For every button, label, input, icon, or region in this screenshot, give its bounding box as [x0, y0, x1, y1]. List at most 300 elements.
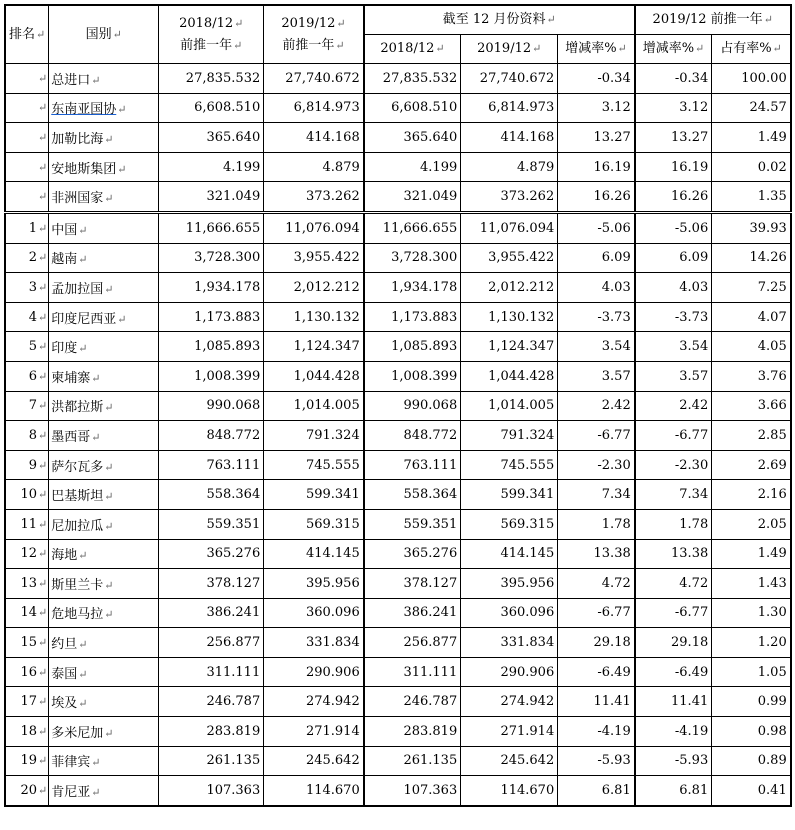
return-mark: ↵: [78, 638, 88, 652]
cell-month-2018: 1,173.883: [364, 302, 461, 332]
cell-2018-rolling: 311.111: [159, 657, 264, 687]
cell-country: 多米尼加↵: [49, 717, 159, 747]
cell-2018-rolling: 107.363: [159, 776, 264, 806]
return-mark: ↵: [104, 192, 114, 206]
cell-rolling-change: 7.34: [635, 480, 712, 510]
table-row: [5, 628, 791, 658]
cell-2018-rolling: 11,666.655: [159, 212, 264, 243]
cell-2019-rolling: 745.555: [264, 450, 364, 480]
cell-rolling-change: 4.72: [635, 569, 712, 599]
cell-2018-rolling: 990.068: [159, 391, 264, 421]
cell-rolling-share: 1.49: [712, 539, 791, 569]
cell-month-2018: 378.127: [364, 569, 461, 599]
cell-month-2019: 2,012.212: [461, 273, 558, 303]
cell-rank: 15↵: [5, 628, 49, 658]
cell-country: 斯里兰卡↵: [49, 569, 159, 599]
table-row: [5, 746, 791, 776]
return-mark: ↵: [38, 636, 48, 650]
cell-rolling-change: -6.77: [635, 421, 712, 451]
cell-2018-rolling: 261.135: [159, 746, 264, 776]
cell-month-2019: 331.834: [461, 628, 558, 658]
cell-rank: [5, 182, 49, 213]
cell-month-2018: 256.877: [364, 628, 461, 658]
cell-2019-rolling: 11,076.094: [264, 212, 364, 243]
cell-2019-rolling: 1,124.347: [264, 332, 364, 362]
return-mark: ↵: [38, 101, 48, 115]
cell-rolling-share: 2.85: [712, 421, 791, 451]
return-mark: ↵: [91, 371, 101, 385]
cell-country: 尼加拉瓜↵: [49, 509, 159, 539]
cell-month-change: 3.12: [558, 93, 635, 123]
cell-country: 泰国↵: [49, 657, 159, 687]
cell-2019-rolling: 414.145: [264, 539, 364, 569]
cell-month-2019: 274.942: [461, 687, 558, 717]
header-country: 国别↵: [49, 5, 159, 64]
cell-country: 肯尼亚↵: [49, 776, 159, 806]
cell-country: 埃及↵: [49, 687, 159, 717]
return-mark: ↵: [38, 695, 48, 709]
cell-country: 非洲国家↵: [49, 182, 159, 213]
cell-2019-rolling: 569.315: [264, 509, 364, 539]
table-row: [5, 687, 791, 717]
cell-2018-rolling: 256.877: [159, 628, 264, 658]
cell-rolling-share: 39.93: [712, 212, 791, 243]
return-mark: ↵: [38, 576, 48, 590]
cell-2019-rolling: 27,740.672: [264, 64, 364, 94]
table-row: [5, 361, 791, 391]
return-mark: ↵: [112, 27, 122, 41]
cell-rolling-change: 4.03: [635, 273, 712, 303]
cell-2018-rolling: 1,008.399: [159, 361, 264, 391]
table-body: [5, 64, 791, 806]
cell-month-2019: 245.642: [461, 746, 558, 776]
cell-month-2018: 6,608.510: [364, 93, 461, 123]
summary-row: [5, 152, 791, 182]
return-mark: ↵: [38, 310, 48, 324]
cell-month-change: 13.38: [558, 539, 635, 569]
cell-2018-rolling: 378.127: [159, 569, 264, 599]
cell-month-2018: 3,728.300: [364, 243, 461, 273]
cell-rolling-change: -5.93: [635, 746, 712, 776]
cell-2018-rolling: 1,934.178: [159, 273, 264, 303]
return-mark: ↵: [104, 282, 114, 296]
cell-2019-rolling: 271.914: [264, 717, 364, 747]
cell-month-2019: 1,124.347: [461, 332, 558, 362]
cell-rolling-share: 0.98: [712, 717, 791, 747]
cell-month-change: 3.54: [558, 332, 635, 362]
cell-country: 印度尼西亚↵: [49, 302, 159, 332]
cell-rank: 2↵: [5, 243, 49, 273]
cell-month-change: 4.72: [558, 569, 635, 599]
header-month-2019: 2019/12↵: [461, 35, 558, 64]
cell-rolling-change: 13.27: [635, 123, 712, 153]
cell-rank: 19↵: [5, 746, 49, 776]
table-row: [5, 509, 791, 539]
cell-month-2018: 386.241: [364, 598, 461, 628]
cell-rolling-share: 1.43: [712, 569, 791, 599]
cell-country: 约旦↵: [49, 628, 159, 658]
cell-2018-rolling: 321.049: [159, 182, 264, 213]
cell-month-2019: 1,014.005: [461, 391, 558, 421]
return-mark: ↵: [78, 342, 88, 356]
cell-2019-rolling: 2,012.212: [264, 273, 364, 303]
return-mark: ↵: [117, 162, 127, 176]
cell-month-2018: 1,008.399: [364, 361, 461, 391]
cell-rolling-change: 6.09: [635, 243, 712, 273]
cell-2019-rolling: 3,955.422: [264, 243, 364, 273]
cell-rank: 4↵: [5, 302, 49, 332]
cell-rank: 9↵: [5, 450, 49, 480]
cell-2019-rolling: 245.642: [264, 746, 364, 776]
cell-2019-rolling: 1,044.428: [264, 361, 364, 391]
cell-month-change: 16.26: [558, 182, 635, 213]
cell-month-2018: 4.199: [364, 152, 461, 182]
cell-2019-rolling: 791.324: [264, 421, 364, 451]
cell-2018-rolling: 365.276: [159, 539, 264, 569]
cell-rolling-share: 2.16: [712, 480, 791, 510]
cell-rolling-share: 0.89: [712, 746, 791, 776]
cell-rank: 1↵: [5, 212, 49, 243]
cell-rolling-share: 3.76: [712, 361, 791, 391]
return-mark: ↵: [91, 73, 101, 87]
cell-country: 菲律宾↵: [49, 746, 159, 776]
return-mark: ↵: [38, 606, 48, 620]
cell-month-change: 4.03: [558, 273, 635, 303]
cell-rank: [5, 64, 49, 94]
table-row: [5, 332, 791, 362]
header-month-2018: 2018/12↵: [364, 35, 461, 64]
cell-rank: 14↵: [5, 598, 49, 628]
cell-month-2018: 365.276: [364, 539, 461, 569]
cell-month-2019: 569.315: [461, 509, 558, 539]
cell-2019-rolling: 6,814.973: [264, 93, 364, 123]
cell-rolling-change: -4.19: [635, 717, 712, 747]
cell-2018-rolling: 386.241: [159, 598, 264, 628]
cell-rank: 10↵: [5, 480, 49, 510]
cell-2018-rolling: 27,835.532: [159, 64, 264, 94]
cell-rolling-change: 1.78: [635, 509, 712, 539]
return-mark: ↵: [38, 340, 48, 354]
header-group-rolling: 2019/12 前推一年↵: [635, 5, 791, 35]
cell-month-change: 13.27: [558, 123, 635, 153]
cell-2019-rolling: 360.096: [264, 598, 364, 628]
cell-rank: 7↵: [5, 391, 49, 421]
cell-month-2019: 360.096: [461, 598, 558, 628]
return-mark: ↵: [38, 160, 48, 174]
cell-month-change: -2.30: [558, 450, 635, 480]
cell-country: 墨西哥↵: [49, 421, 159, 451]
cell-month-2019: 114.670: [461, 776, 558, 806]
return-mark: ↵: [91, 430, 101, 444]
cell-rank: [5, 123, 49, 153]
return-mark: ↵: [38, 71, 48, 85]
cell-rolling-change: -2.30: [635, 450, 712, 480]
cell-rolling-change: 13.38: [635, 539, 712, 569]
cell-rolling-change: 2.42: [635, 391, 712, 421]
cell-2018-rolling: 763.111: [159, 450, 264, 480]
cell-rolling-share: 1.30: [712, 598, 791, 628]
header-2018-rolling: 2018/12↵ 前推一年↵: [159, 5, 264, 64]
cell-month-change: 11.41: [558, 687, 635, 717]
cell-2019-rolling: 373.262: [264, 182, 364, 213]
return-mark: ↵: [38, 458, 48, 472]
cell-month-2018: 1,085.893: [364, 332, 461, 362]
cell-country: 海地↵: [49, 539, 159, 569]
cell-rolling-change: -6.49: [635, 657, 712, 687]
return-mark: ↵: [117, 103, 127, 117]
return-mark: ↵: [38, 130, 48, 144]
cell-rolling-change: 3.54: [635, 332, 712, 362]
cell-rank: 12↵: [5, 539, 49, 569]
table-row: [5, 391, 791, 421]
cell-country: 越南↵: [49, 243, 159, 273]
cell-country: 孟加拉国↵: [49, 273, 159, 303]
cell-rolling-share: 1.49: [712, 123, 791, 153]
cell-2019-rolling: 1,130.132: [264, 302, 364, 332]
cell-2019-rolling: 599.341: [264, 480, 364, 510]
return-mark: ↵: [78, 549, 88, 563]
return-mark: ↵: [38, 488, 48, 502]
cell-2018-rolling: 246.787: [159, 687, 264, 717]
return-mark: ↵: [38, 190, 48, 204]
cell-2018-rolling: 4.199: [159, 152, 264, 182]
return-mark: ↵: [78, 253, 88, 267]
cell-rank: 17↵: [5, 687, 49, 717]
cell-month-2019: 745.555: [461, 450, 558, 480]
return-mark: ↵: [38, 251, 48, 265]
return-mark: ↵: [91, 786, 101, 800]
cell-rolling-share: 14.26: [712, 243, 791, 273]
cell-rolling-change: 11.41: [635, 687, 712, 717]
table-row: [5, 598, 791, 628]
cell-month-change: -5.06: [558, 212, 635, 243]
header-month-change: 增减率%↵: [558, 35, 635, 64]
cell-rolling-change: -0.34: [635, 64, 712, 94]
cell-rolling-share: 4.07: [712, 302, 791, 332]
cell-rank: 5↵: [5, 332, 49, 362]
cell-rolling-change: 16.19: [635, 152, 712, 182]
cell-month-2018: 1,934.178: [364, 273, 461, 303]
cell-rolling-change: -3.73: [635, 302, 712, 332]
cell-month-2019: 1,130.132: [461, 302, 558, 332]
return-mark: ↵: [104, 578, 114, 592]
cell-rolling-share: 1.35: [712, 182, 791, 213]
return-mark: ↵: [38, 724, 48, 738]
cell-month-change: 1.78: [558, 509, 635, 539]
return-mark: ↵: [104, 401, 114, 415]
cell-month-2019: 27,740.672: [461, 64, 558, 94]
header-2019-rolling: 2019/12↵ 前推一年↵: [264, 5, 364, 64]
summary-row: [5, 93, 791, 123]
cell-country: 柬埔寨↵: [49, 361, 159, 391]
cell-rolling-change: 3.57: [635, 361, 712, 391]
cell-month-2019: 271.914: [461, 717, 558, 747]
cell-2018-rolling: 1,085.893: [159, 332, 264, 362]
return-mark: ↵: [78, 223, 88, 237]
cell-month-change: 3.57: [558, 361, 635, 391]
cell-rolling-share: 1.20: [712, 628, 791, 658]
cell-rolling-share: 1.05: [712, 657, 791, 687]
cell-month-2018: 107.363: [364, 776, 461, 806]
table-row: [5, 717, 791, 747]
cell-rank: 16↵: [5, 657, 49, 687]
cell-month-2019: 6,814.973: [461, 93, 558, 123]
cell-rank: 13↵: [5, 569, 49, 599]
cell-month-2018: 559.351: [364, 509, 461, 539]
cell-month-2019: 3,955.422: [461, 243, 558, 273]
cell-rolling-change: 29.18: [635, 628, 712, 658]
cell-month-2018: 763.111: [364, 450, 461, 480]
cell-rolling-change: -5.06: [635, 212, 712, 243]
cell-2018-rolling: 558.364: [159, 480, 264, 510]
cell-month-change: -6.49: [558, 657, 635, 687]
return-mark: ↵: [104, 608, 114, 622]
cell-2019-rolling: 114.670: [264, 776, 364, 806]
cell-rolling-share: 0.02: [712, 152, 791, 182]
cell-month-2019: 599.341: [461, 480, 558, 510]
cell-2018-rolling: 848.772: [159, 421, 264, 451]
cell-rolling-change: 6.81: [635, 776, 712, 806]
header-rolling-change: 增减率%↵: [635, 35, 712, 64]
cell-month-2018: 365.640: [364, 123, 461, 153]
table-row: [5, 273, 791, 303]
cell-rank: [5, 93, 49, 123]
cell-rolling-share: 0.99: [712, 687, 791, 717]
return-mark: ↵: [104, 132, 114, 146]
cell-rolling-share: 24.57: [712, 93, 791, 123]
summary-row: [5, 64, 791, 94]
cell-2018-rolling: 283.819: [159, 717, 264, 747]
cell-country: 加勒比海↵: [49, 123, 159, 153]
return-mark: ↵: [38, 754, 48, 768]
cell-month-change: -3.73: [558, 302, 635, 332]
return-mark: ↵: [38, 221, 48, 235]
cell-rank: 20↵: [5, 776, 49, 806]
cell-month-2018: 27,835.532: [364, 64, 461, 94]
cell-month-change: -6.77: [558, 421, 635, 451]
cell-2018-rolling: 6,608.510: [159, 93, 264, 123]
return-mark: ↵: [91, 756, 101, 770]
cell-country: 洪都拉斯↵: [49, 391, 159, 421]
cell-month-2019: 4.879: [461, 152, 558, 182]
cell-rolling-change: 16.26: [635, 182, 712, 213]
cell-month-2019: 395.956: [461, 569, 558, 599]
cell-2019-rolling: 1,014.005: [264, 391, 364, 421]
cell-2019-rolling: 4.879: [264, 152, 364, 182]
cell-country: 印度↵: [49, 332, 159, 362]
cell-rank: 18↵: [5, 717, 49, 747]
return-mark: ↵: [36, 27, 46, 41]
return-mark: ↵: [38, 399, 48, 413]
cell-rolling-share: 0.41: [712, 776, 791, 806]
cell-month-2018: 848.772: [364, 421, 461, 451]
cell-rank: 11↵: [5, 509, 49, 539]
summary-row: [5, 123, 791, 153]
return-mark: ↵: [38, 369, 48, 383]
cell-rolling-share: 3.66: [712, 391, 791, 421]
header-rank: 排名↵: [5, 5, 49, 64]
return-mark: ↵: [38, 280, 48, 294]
cell-month-change: 6.81: [558, 776, 635, 806]
cell-month-2019: 290.906: [461, 657, 558, 687]
cell-country: 总进口↵: [49, 64, 159, 94]
cell-rank: 6↵: [5, 361, 49, 391]
return-mark: ↵: [104, 519, 114, 533]
return-mark: ↵: [104, 460, 114, 474]
return-mark: ↵: [78, 697, 88, 711]
cell-month-2018: 311.111: [364, 657, 461, 687]
cell-month-2019: 373.262: [461, 182, 558, 213]
cell-rolling-change: 3.12: [635, 93, 712, 123]
table-row: [5, 421, 791, 451]
table-row: [5, 539, 791, 569]
cell-country: 巴基斯坦↵: [49, 480, 159, 510]
cell-month-2018: 261.135: [364, 746, 461, 776]
table-row: [5, 569, 791, 599]
table-row: [5, 212, 791, 243]
return-mark: ↵: [78, 667, 88, 681]
cell-country: 东南亚国协↵: [49, 93, 159, 123]
cell-rolling-share: 2.05: [712, 509, 791, 539]
cell-country: 安地斯集团↵: [49, 152, 159, 182]
cell-month-2019: 1,044.428: [461, 361, 558, 391]
cell-2019-rolling: 274.942: [264, 687, 364, 717]
cell-country: 危地马拉↵: [49, 598, 159, 628]
cell-2019-rolling: 290.906: [264, 657, 364, 687]
table-row: [5, 776, 791, 806]
cell-2018-rolling: 1,173.883: [159, 302, 264, 332]
cell-rolling-change: -6.77: [635, 598, 712, 628]
return-mark: ↵: [38, 428, 48, 442]
return-mark: ↵: [38, 665, 48, 679]
return-mark: ↵: [38, 517, 48, 531]
cell-month-2018: 990.068: [364, 391, 461, 421]
cell-month-change: -5.93: [558, 746, 635, 776]
cell-month-2018: 11,666.655: [364, 212, 461, 243]
cell-month-change: -0.34: [558, 64, 635, 94]
return-mark: ↵: [38, 547, 48, 561]
cell-2018-rolling: 365.640: [159, 123, 264, 153]
cell-rolling-share: 7.25: [712, 273, 791, 303]
table-row: [5, 243, 791, 273]
cell-country: 中国↵: [49, 212, 159, 243]
return-mark: ↵: [104, 490, 114, 504]
cell-country: 萨尔瓦多↵: [49, 450, 159, 480]
cell-month-2019: 11,076.094: [461, 212, 558, 243]
cell-rank: [5, 152, 49, 182]
cell-2019-rolling: 414.168: [264, 123, 364, 153]
cell-rolling-share: 100.00: [712, 64, 791, 94]
import-table-container: [4, 4, 792, 807]
return-mark: ↵: [104, 726, 114, 740]
cell-month-change: 7.34: [558, 480, 635, 510]
cell-rolling-share: 4.05: [712, 332, 791, 362]
cell-month-2019: 414.145: [461, 539, 558, 569]
cell-rank: 3↵: [5, 273, 49, 303]
cell-month-2018: 283.819: [364, 717, 461, 747]
header-group-month: 截至 12 月份资料↵: [364, 5, 635, 35]
header-rolling-share: 占有率%↵: [712, 35, 791, 64]
cell-month-change: 29.18: [558, 628, 635, 658]
table-row: [5, 450, 791, 480]
table-row: [5, 480, 791, 510]
table-row: [5, 302, 791, 332]
return-mark: ↵: [38, 784, 48, 798]
cell-month-2019: 791.324: [461, 421, 558, 451]
cell-2018-rolling: 559.351: [159, 509, 264, 539]
return-mark: ↵: [117, 312, 127, 326]
cell-month-change: -6.77: [558, 598, 635, 628]
